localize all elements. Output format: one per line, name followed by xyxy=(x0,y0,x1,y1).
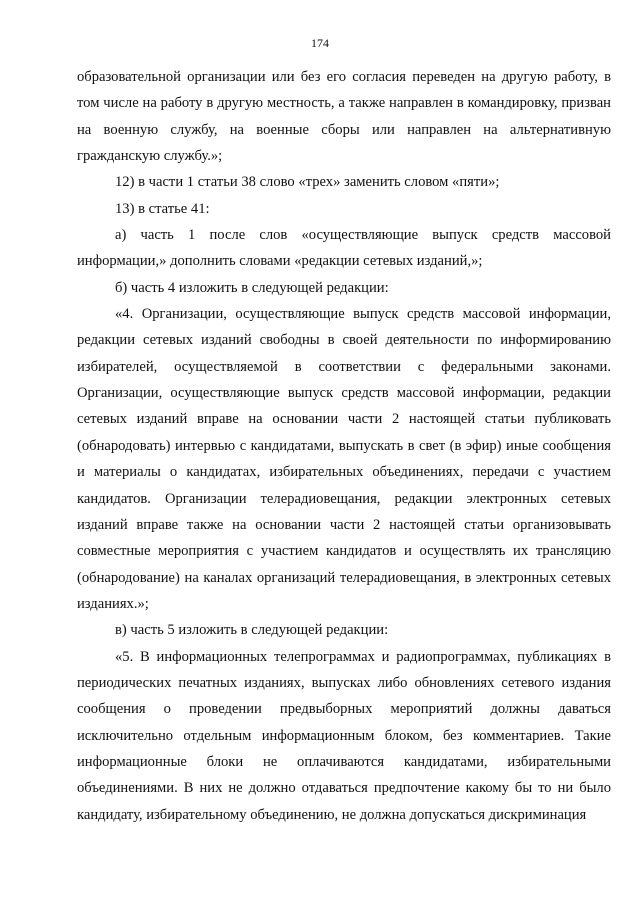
paragraph-subitem-a: а) часть 1 после слов «осуществляющие выпуск средств массовой информации,» дополнить словами «редакции сетевых изданий,»; xyxy=(77,227,611,270)
paragraph-quote-part-5: «5. В информационных телепрограммах и радиопрограммах, публикациях в периодических печатных изданиях, выпусках либо обновлениях сетевого издания сообщения о проведении предвыборных мероприятий должны даваться исключительно отдельным информационным блоком, без комментариев. Такие информационные блоки не оплачиваются кандидатами, избирательными объединениями. В них не должно отдаваться предпочтение какому бы то ни было кандидату, избирательному объединению, не должна допускаться дискриминация xyxy=(77,648,611,823)
paragraph-continuation: образовательной организации или без его согласия переведен на другую работу, в том числе на работу в другую местность, а также направлен в командировку, призван на военную службу, на военные сборы или направлен на альтернативную гражданскую службу.»; xyxy=(77,69,611,165)
paragraph-subitem-v: в) часть 5 изложить в следующей редакции: xyxy=(115,622,389,639)
paragraph-quote-part-4: «4. Организации, осуществляющие выпуск средств массовой информации, редакции сетевых изданий свободны в своей деятельности по информированию избирателей, осуществляемой в соответствии с федеральными законами. Организации, осуществляющие выпуск средств массовой информации, редакции сетевых изданий вправе на основании части 2 настоящей статьи публиковать (обнародовать) интервью с кандидатами, выпускать в свет (в эфир) иные сообщения и материалы о кандидатах, избирательных объединениях, передачи с участием кандидатов. Организации телерадиовещания, редакции электронных сетевых изданий вправе также на основании части 2 настоящей статьи организовывать совместные мероприятия с участием кандидатов и осуществлять их трансляцию (обнародование) на каналах организаций телерадиовещания, в электронных сетевых изданиях.»; xyxy=(77,306,611,612)
document-body xyxy=(77,64,611,828)
paragraph-item-12: 12) в части 1 статьи 38 слово «трех» заменить словом «пяти»; xyxy=(115,174,500,191)
paragraph-subitem-b: б) часть 4 изложить в следующей редакции: xyxy=(115,279,389,296)
paragraph-item-13: 13) в статье 41: xyxy=(115,200,210,217)
page-number: 174 xyxy=(311,36,329,50)
